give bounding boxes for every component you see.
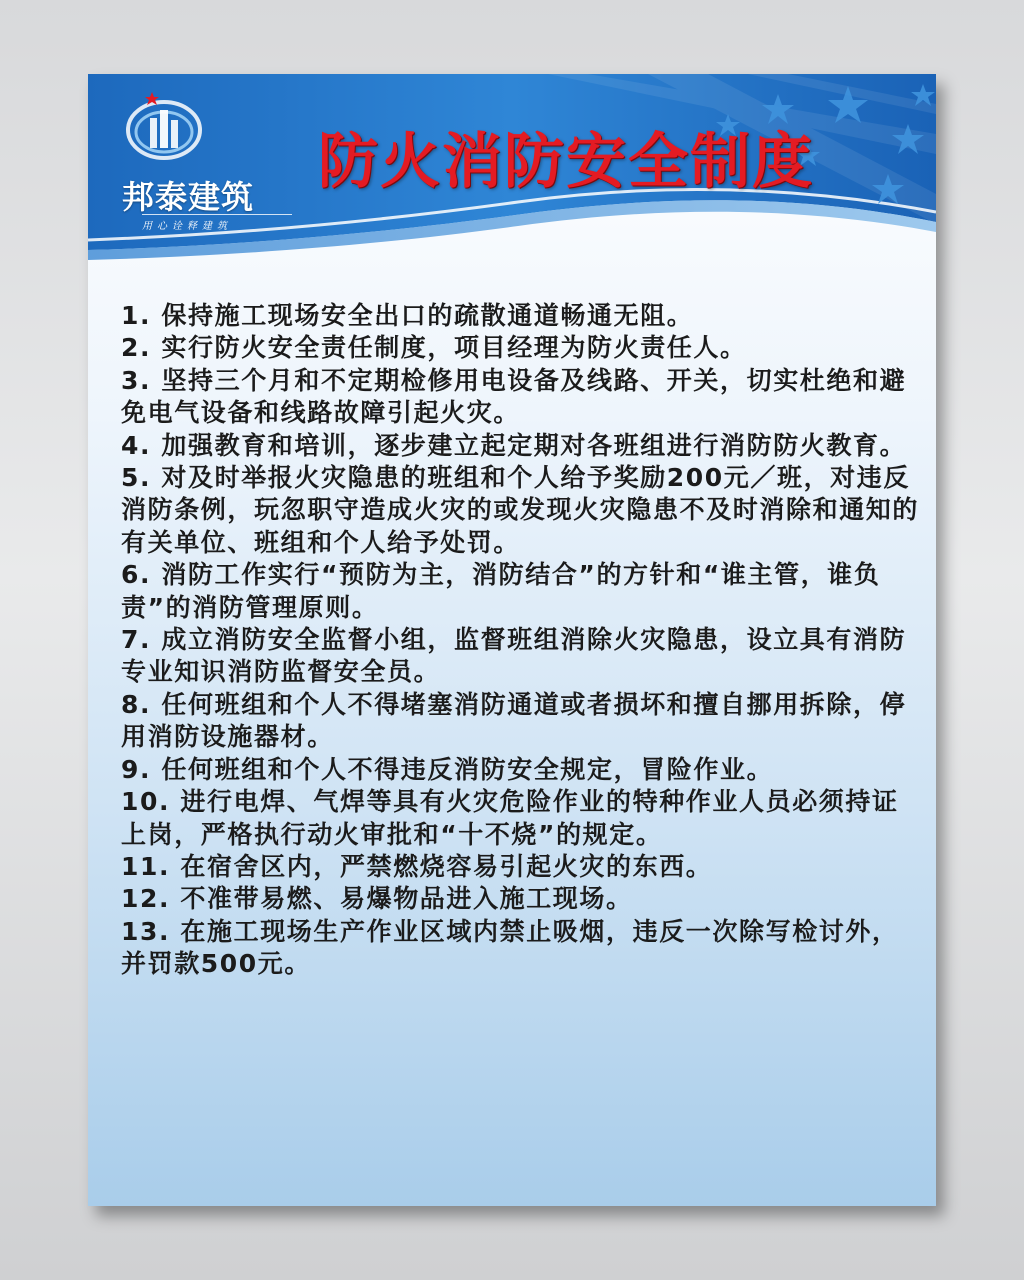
rule-item: 9. 任何班组和个人不得违反消防安全规定，冒险作业。 (121, 754, 774, 784)
rule-item: 10. 进行电焊、气焊等具有火灾危险作业的特种作业人员必须持证上岗，严格执行动火审批和“十不烧”的规定。 (121, 787, 899, 849)
header-banner (88, 74, 936, 264)
rule-item: 5. 对及时举报火灾隐患的班组和个人给予奖励200元／班，对违反消防条例，玩忽职守造成火灾的或发现火灾隐患不及时消除和通知的有关单位、班组和个人给予处罚。 (121, 463, 920, 557)
page-title: 防火消防安全制度 (318, 127, 814, 197)
rule-item: 3. 坚持三个月和不定期检修用电设备及线路、开关，切实杜绝和避免电气设备和线路故障引起火灾。 (121, 365, 907, 428)
rule-item: 4. 加强教育和培训，逐步建立起定期对各班组进行消防防火教育。 (121, 430, 907, 460)
rule-item: 13. 在施工现场生产作业区域内禁止吸烟，违反一次除写检讨外，并罚款500元。 (121, 916, 899, 979)
notice-board (88, 74, 936, 1206)
company-slogan: 用心诠释建筑 (142, 214, 292, 232)
rule-item: 8. 任何班组和个人不得堵塞消防通道或者损坏和擅自挪用拆除，停用消防设施器材。 (121, 689, 907, 752)
rule-item: 6. 消防工作实行“预防为主，消防结合”的方针和“谁主管，谁负责”的消防管理原则。 (121, 560, 881, 622)
rules-list (121, 300, 921, 981)
rule-item: 12. 不准带易燃、易爆物品进入施工现场。 (121, 884, 633, 914)
rule-item: 7. 成立消防安全监督小组，监督班组消除火灾隐患，设立具有消防专业知识消防监督安全员。 (121, 625, 907, 687)
company-name: 邦泰建筑 (122, 178, 255, 216)
rule-item: 1. 保持施工现场安全出口的疏散通道畅通无阻。 (121, 301, 694, 330)
building-arc-logo-icon (122, 88, 206, 168)
company-logo (122, 88, 292, 238)
rule-item: 11. 在宿舍区内，严禁燃烧容易引起火灾的东西。 (121, 851, 713, 881)
rule-item: 2. 实行防火安全责任制度，项目经理为防火责任人。 (121, 333, 747, 363)
